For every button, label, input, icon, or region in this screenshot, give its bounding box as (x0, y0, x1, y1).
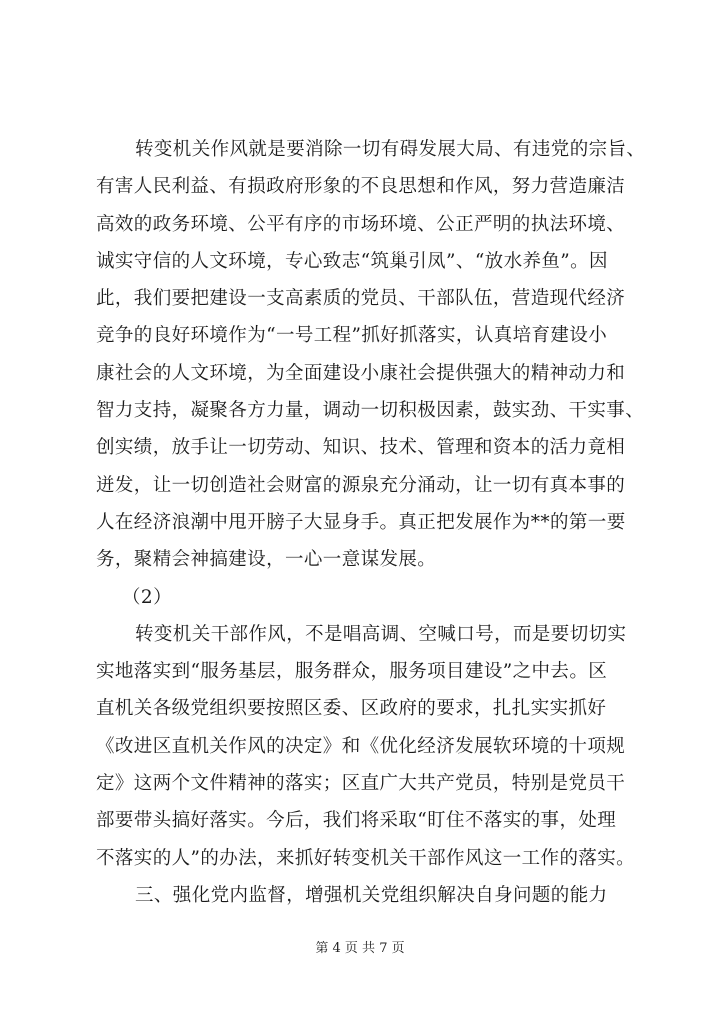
paragraph-line: 诚实守信的人文环境，专心致志“筑巢引凤”、“放水养鱼”。因 (96, 250, 608, 272)
paragraph-line: 有害人民利益、有损政府形象的不良思想和作风，努力营造廉洁 (96, 176, 626, 198)
paragraph-line: 此，我们要把建设一支高素质的党员、干部队伍，营造现代经济 (96, 288, 626, 310)
document-body (96, 131, 656, 914)
paragraph-line: 竞争的良好环境作为“一号工程”抓好抓落实，认真培育建设小 (96, 325, 608, 347)
page-footer: 第 4 页 共 7 页 (315, 941, 405, 956)
paragraph-line: 定》这两个文件精神的落实；区直广大共产党员，特别是党员干 (96, 773, 626, 795)
paragraph-line: 务，聚精会神搞建设，一心一意谋发展。 (96, 549, 437, 571)
paragraph-line: 直机关各级党组织要按照区委、区政府的要求，扎扎实实抓好 (96, 698, 607, 720)
section-heading: 三、强化党内监督，增强机关党组织解决自身问题的能力 (135, 884, 608, 906)
paragraph-line: 创实绩，放手让一切劳动、知识、技术、管理和资本的活力竟相 (96, 437, 626, 459)
paragraph-line: 部要带头搞好落实。今后，我们将采取“盯住不落实的事，处理 (96, 810, 617, 832)
paragraph-line: 智力支持，凝聚各方力量，调动一切积极因素，鼓实劲、干实事、 (96, 400, 645, 422)
paragraph-line: 康社会的人文环境，为全面建设小康社会提供强大的精神动力和 (96, 362, 626, 384)
paragraph-line: 不落实的人”的办法，来抓好转变机关干部作风这一工作的落实。 (96, 847, 636, 869)
paragraph-line: 转变机关干部作风，不是唱高调、空喊口号，而是要切切实 (135, 623, 627, 645)
paragraph-line: 《改进区直机关作风的决定》和《优化经济发展软环境的十项规 (96, 735, 626, 757)
paragraph-line: 转变机关作风就是要消除一切有碍发展大局、有违党的宗旨、 (135, 139, 646, 160)
paragraph-line: 高效的政务环境、公平有序的市场环境、公正严明的执法环境、 (96, 213, 626, 235)
paragraph-line: 人在经济浪潮中甩开膀子大显身手。真正把发展作为**的第一要 (96, 511, 626, 533)
paragraph-line: 迸发，让一切创造社会财富的源泉充分涌动，让一切有真本事的 (96, 474, 626, 496)
section-number: （2） (122, 586, 172, 608)
paragraph-line: 实地落实到“服务基层，服务群众，服务项目建设”之中去。区 (96, 661, 608, 683)
